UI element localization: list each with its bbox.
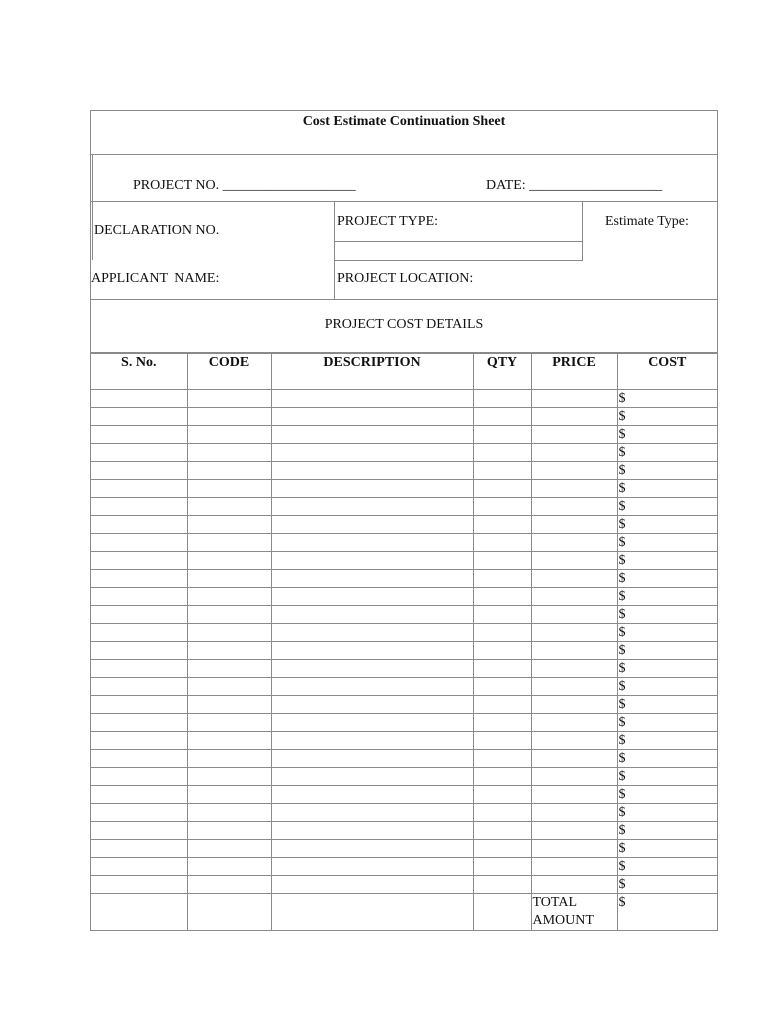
sno-cell[interactable] xyxy=(91,876,187,894)
code-cell[interactable] xyxy=(187,606,271,624)
price-cell[interactable] xyxy=(531,552,617,570)
cost-cell[interactable]: $ xyxy=(617,660,717,678)
sheet-title: Cost Estimate Continuation Sheet xyxy=(302,114,506,129)
description-cell[interactable] xyxy=(271,444,473,462)
column-header-cost: COST xyxy=(617,354,717,390)
sno-cell[interactable] xyxy=(91,732,187,750)
sno-cell[interactable] xyxy=(91,822,187,840)
declaration-no-label: DECLARATION NO. xyxy=(94,223,220,238)
code-cell[interactable] xyxy=(187,390,271,408)
table-row xyxy=(91,696,717,714)
description-cell[interactable] xyxy=(271,552,473,570)
cost-cell[interactable]: $ xyxy=(617,390,717,408)
cost-cell[interactable]: $ xyxy=(617,498,717,516)
table-row xyxy=(91,606,717,624)
total-row xyxy=(91,894,717,931)
description-cell[interactable] xyxy=(271,462,473,480)
project-location-label: PROJECT LOCATION: xyxy=(337,271,474,286)
cost-cell[interactable]: $ xyxy=(617,768,717,786)
code-cell[interactable] xyxy=(187,876,271,894)
sno-cell[interactable] xyxy=(91,696,187,714)
description-cell[interactable] xyxy=(271,516,473,534)
title-row xyxy=(91,111,717,155)
table-row xyxy=(91,804,717,822)
total-label-line1: TOTAL xyxy=(532,895,578,910)
description-cell[interactable] xyxy=(271,642,473,660)
cost-cell[interactable]: $ xyxy=(617,750,717,768)
qty-cell[interactable] xyxy=(473,426,531,444)
code-cell[interactable] xyxy=(187,552,271,570)
price-cell[interactable] xyxy=(531,606,617,624)
sno-cell[interactable] xyxy=(91,678,187,696)
price-cell[interactable] xyxy=(531,516,617,534)
column-header-price: PRICE xyxy=(531,354,617,390)
description-cell[interactable] xyxy=(271,480,473,498)
cost-cell[interactable]: $ xyxy=(617,840,717,858)
code-cell[interactable] xyxy=(187,570,271,588)
code-cell[interactable] xyxy=(187,408,271,426)
description-cell[interactable] xyxy=(271,768,473,786)
code-cell[interactable] xyxy=(187,516,271,534)
cost-cell[interactable]: $ xyxy=(617,588,717,606)
project-row xyxy=(91,155,717,202)
sno-cell[interactable] xyxy=(91,858,187,876)
sno-cell[interactable] xyxy=(91,444,187,462)
description-cell[interactable] xyxy=(271,588,473,606)
qty-cell[interactable] xyxy=(473,858,531,876)
details-heading-row xyxy=(91,300,717,353)
qty-cell[interactable] xyxy=(473,462,531,480)
code-cell[interactable] xyxy=(187,678,271,696)
sno-cell[interactable] xyxy=(91,570,187,588)
description-cell[interactable] xyxy=(271,534,473,552)
cost-cell[interactable]: $ xyxy=(617,714,717,732)
description-cell[interactable] xyxy=(271,858,473,876)
description-cell[interactable] xyxy=(271,426,473,444)
price-cell[interactable] xyxy=(531,390,617,408)
cost-table xyxy=(91,353,717,930)
table-row xyxy=(91,714,717,732)
code-cell[interactable] xyxy=(187,426,271,444)
price-cell[interactable] xyxy=(531,660,617,678)
table-row xyxy=(91,516,717,534)
total-cost-cell[interactable]: $ xyxy=(617,894,717,931)
table-row xyxy=(91,786,717,804)
table-row xyxy=(91,552,717,570)
sno-cell[interactable] xyxy=(91,804,187,822)
price-cell[interactable] xyxy=(531,408,617,426)
cost-cell[interactable]: $ xyxy=(617,732,717,750)
qty-cell[interactable] xyxy=(473,840,531,858)
qty-cell[interactable] xyxy=(473,876,531,894)
code-cell[interactable] xyxy=(187,480,271,498)
qty-cell[interactable] xyxy=(473,678,531,696)
cost-cell[interactable]: $ xyxy=(617,786,717,804)
price-cell[interactable] xyxy=(531,462,617,480)
qty-cell[interactable] xyxy=(473,624,531,642)
price-cell[interactable] xyxy=(531,498,617,516)
price-cell[interactable] xyxy=(531,840,617,858)
description-cell[interactable] xyxy=(271,822,473,840)
sno-cell[interactable] xyxy=(91,750,187,768)
price-cell[interactable] xyxy=(531,570,617,588)
table-row xyxy=(91,390,717,408)
cost-cell[interactable]: $ xyxy=(617,642,717,660)
price-cell[interactable] xyxy=(531,588,617,606)
code-cell[interactable] xyxy=(187,498,271,516)
cost-cell[interactable]: $ xyxy=(617,426,717,444)
code-cell[interactable] xyxy=(187,840,271,858)
column-header-code: CODE xyxy=(187,354,271,390)
price-cell[interactable] xyxy=(531,480,617,498)
code-cell[interactable] xyxy=(187,444,271,462)
total-empty-cell xyxy=(473,894,531,931)
qty-cell[interactable] xyxy=(473,516,531,534)
sno-cell[interactable] xyxy=(91,786,187,804)
cost-cell[interactable]: $ xyxy=(617,444,717,462)
table-row xyxy=(91,462,717,480)
table-row xyxy=(91,768,717,786)
price-cell[interactable] xyxy=(531,732,617,750)
qty-cell[interactable] xyxy=(473,822,531,840)
qty-cell[interactable] xyxy=(473,660,531,678)
description-cell[interactable] xyxy=(271,750,473,768)
table-row xyxy=(91,480,717,498)
cost-cell[interactable]: $ xyxy=(617,408,717,426)
qty-cell[interactable] xyxy=(473,534,531,552)
column-header-qty: QTY xyxy=(473,354,531,390)
qty-cell[interactable] xyxy=(473,606,531,624)
table-row xyxy=(91,624,717,642)
table-row xyxy=(91,678,717,696)
price-cell[interactable] xyxy=(531,786,617,804)
qty-cell[interactable] xyxy=(473,390,531,408)
sno-cell[interactable] xyxy=(91,714,187,732)
sno-cell[interactable] xyxy=(91,660,187,678)
code-cell[interactable] xyxy=(187,588,271,606)
qty-cell[interactable] xyxy=(473,444,531,462)
project-cost-details-heading: PROJECT COST DETAILS xyxy=(324,317,484,332)
cost-cell[interactable]: $ xyxy=(617,804,717,822)
qty-cell[interactable] xyxy=(473,804,531,822)
description-cell[interactable] xyxy=(271,804,473,822)
description-cell[interactable] xyxy=(271,390,473,408)
table-body xyxy=(91,390,717,931)
table-row xyxy=(91,642,717,660)
description-cell[interactable] xyxy=(271,408,473,426)
description-cell[interactable] xyxy=(271,840,473,858)
table-row xyxy=(91,750,717,768)
cost-cell[interactable]: $ xyxy=(617,876,717,894)
sno-cell[interactable] xyxy=(91,408,187,426)
sno-cell[interactable] xyxy=(91,480,187,498)
qty-cell[interactable] xyxy=(473,480,531,498)
project-info-block xyxy=(91,202,717,300)
cost-cell[interactable]: $ xyxy=(617,462,717,480)
qty-cell[interactable] xyxy=(473,570,531,588)
sno-cell[interactable] xyxy=(91,768,187,786)
price-cell[interactable] xyxy=(531,534,617,552)
table-row xyxy=(91,570,717,588)
sno-cell[interactable] xyxy=(91,390,187,408)
sno-cell[interactable] xyxy=(91,624,187,642)
cost-cell[interactable]: $ xyxy=(617,516,717,534)
qty-cell[interactable] xyxy=(473,696,531,714)
total-empty-cell xyxy=(91,894,187,931)
code-cell[interactable] xyxy=(187,642,271,660)
cost-cell[interactable]: $ xyxy=(617,534,717,552)
description-cell[interactable] xyxy=(271,660,473,678)
sno-cell[interactable] xyxy=(91,516,187,534)
table-row xyxy=(91,660,717,678)
cost-cell[interactable]: $ xyxy=(617,858,717,876)
code-cell[interactable] xyxy=(187,750,271,768)
code-cell[interactable] xyxy=(187,534,271,552)
sno-cell[interactable] xyxy=(91,606,187,624)
table-row xyxy=(91,408,717,426)
description-cell[interactable] xyxy=(271,732,473,750)
sno-cell[interactable] xyxy=(91,498,187,516)
qty-cell[interactable] xyxy=(473,498,531,516)
cost-cell[interactable]: $ xyxy=(617,822,717,840)
total-empty-cell xyxy=(187,894,271,931)
description-cell[interactable] xyxy=(271,498,473,516)
code-cell[interactable] xyxy=(187,804,271,822)
table-row xyxy=(91,444,717,462)
code-cell[interactable] xyxy=(187,696,271,714)
table-row xyxy=(91,732,717,750)
table-header-row xyxy=(91,354,717,390)
cost-cell[interactable]: $ xyxy=(617,624,717,642)
price-cell[interactable] xyxy=(531,876,617,894)
code-cell[interactable] xyxy=(187,786,271,804)
price-cell[interactable] xyxy=(531,642,617,660)
table-row xyxy=(91,822,717,840)
column-header-description: DESCRIPTION xyxy=(271,354,473,390)
total-label-line2: AMOUNT xyxy=(532,913,594,928)
table-row xyxy=(91,534,717,552)
code-cell[interactable] xyxy=(187,768,271,786)
price-cell[interactable] xyxy=(531,624,617,642)
code-cell[interactable] xyxy=(187,822,271,840)
code-cell[interactable] xyxy=(187,462,271,480)
qty-cell[interactable] xyxy=(473,642,531,660)
applicant-name-label: APPLICANT NAME: xyxy=(91,271,220,286)
sno-cell[interactable] xyxy=(91,462,187,480)
table-row xyxy=(91,876,717,894)
description-cell[interactable] xyxy=(271,714,473,732)
estimate-type-label: Estimate Type: xyxy=(605,214,689,229)
description-cell[interactable] xyxy=(271,678,473,696)
price-cell[interactable] xyxy=(531,768,617,786)
total-empty-cell xyxy=(271,894,473,931)
code-cell[interactable] xyxy=(187,858,271,876)
project-no-field[interactable]: PROJECT NO. ___________________ xyxy=(133,178,356,193)
date-field[interactable]: DATE: ___________________ xyxy=(486,178,663,193)
table-row xyxy=(91,840,717,858)
code-cell[interactable] xyxy=(187,714,271,732)
price-cell[interactable] xyxy=(531,696,617,714)
description-cell[interactable] xyxy=(271,624,473,642)
qty-cell[interactable] xyxy=(473,552,531,570)
sno-cell[interactable] xyxy=(91,552,187,570)
price-cell[interactable] xyxy=(531,714,617,732)
qty-cell[interactable] xyxy=(473,786,531,804)
price-cell[interactable] xyxy=(531,426,617,444)
qty-cell[interactable] xyxy=(473,714,531,732)
qty-cell[interactable] xyxy=(473,768,531,786)
cost-cell[interactable]: $ xyxy=(617,696,717,714)
code-cell[interactable] xyxy=(187,624,271,642)
cost-estimate-sheet xyxy=(90,110,718,931)
cost-cell[interactable]: $ xyxy=(617,570,717,588)
qty-cell[interactable] xyxy=(473,588,531,606)
table-row xyxy=(91,426,717,444)
cost-cell[interactable]: $ xyxy=(617,678,717,696)
price-cell[interactable] xyxy=(531,750,617,768)
project-type-label: PROJECT TYPE: xyxy=(337,214,439,229)
sno-cell[interactable] xyxy=(91,588,187,606)
description-cell[interactable] xyxy=(271,876,473,894)
table-row xyxy=(91,588,717,606)
table-row xyxy=(91,858,717,876)
description-cell[interactable] xyxy=(271,606,473,624)
qty-cell[interactable] xyxy=(473,408,531,426)
description-cell[interactable] xyxy=(271,570,473,588)
sno-cell[interactable] xyxy=(91,426,187,444)
price-cell[interactable] xyxy=(531,858,617,876)
cost-cell[interactable]: $ xyxy=(617,552,717,570)
cost-cell[interactable]: $ xyxy=(617,480,717,498)
cost-cell[interactable]: $ xyxy=(617,606,717,624)
column-header-sno: S. No. xyxy=(91,354,187,390)
price-cell[interactable] xyxy=(531,804,617,822)
total-amount-label xyxy=(531,894,617,931)
code-cell[interactable] xyxy=(187,660,271,678)
sno-cell[interactable] xyxy=(91,534,187,552)
code-cell[interactable] xyxy=(187,732,271,750)
price-cell[interactable] xyxy=(531,444,617,462)
sno-cell[interactable] xyxy=(91,642,187,660)
sno-cell[interactable] xyxy=(91,840,187,858)
description-cell[interactable] xyxy=(271,786,473,804)
qty-cell[interactable] xyxy=(473,750,531,768)
description-cell[interactable] xyxy=(271,696,473,714)
qty-cell[interactable] xyxy=(473,732,531,750)
price-cell[interactable] xyxy=(531,822,617,840)
table-row xyxy=(91,498,717,516)
price-cell[interactable] xyxy=(531,678,617,696)
